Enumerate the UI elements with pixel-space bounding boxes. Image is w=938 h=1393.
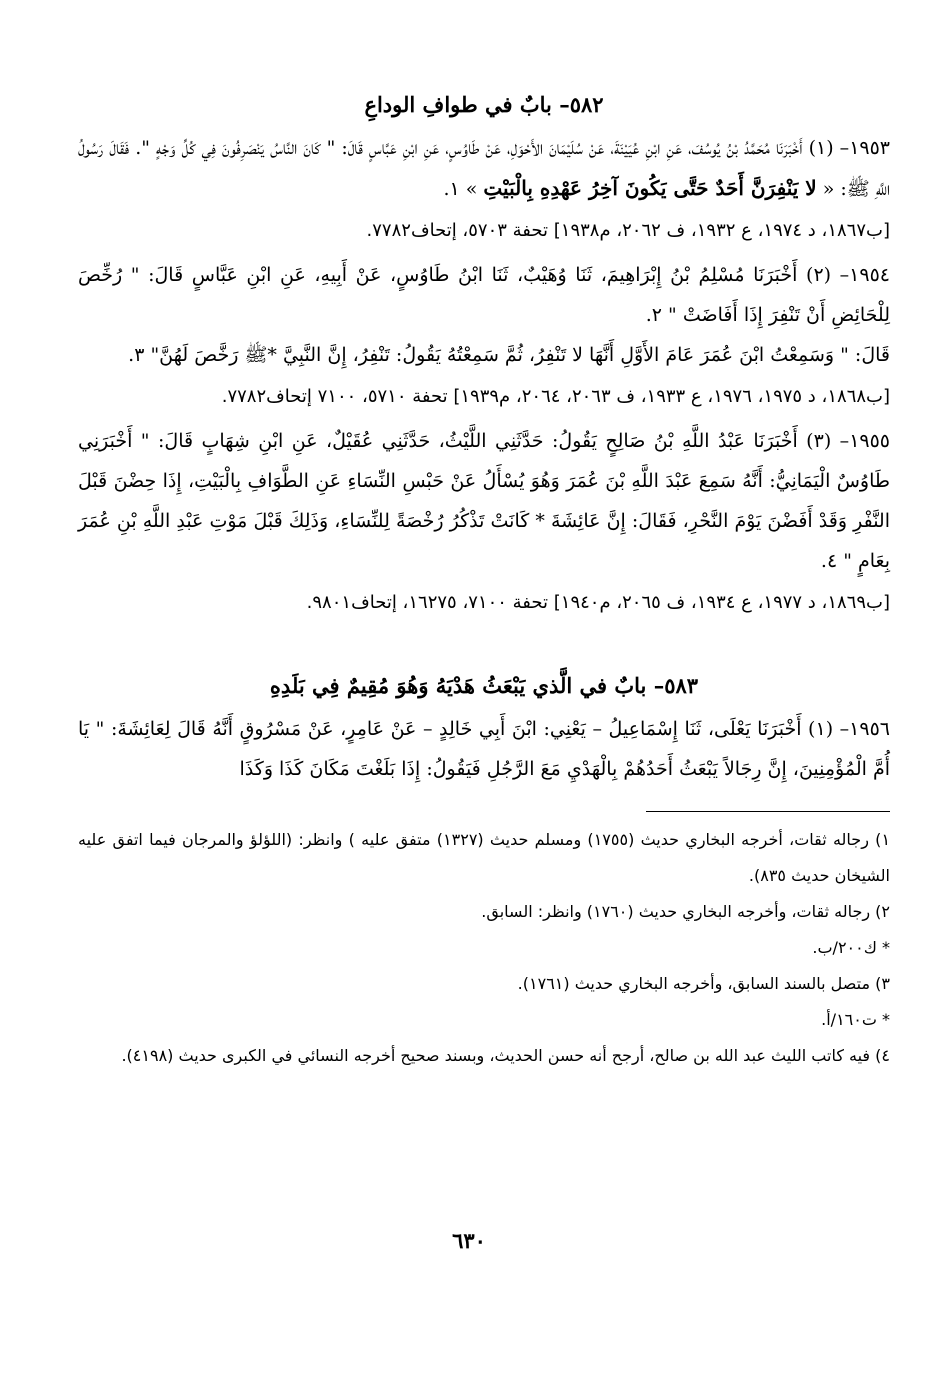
prophetic-saying: لا يَنْفِرَنَّ أَحَدٌ حَتَّى يَكُونَ آخِرُ عَهْدِهِ بِالْبَيْتِ xyxy=(483,176,817,200)
footnote: ٢) رجاله ثقات، وأخرجه البخاري حديث (١٧٦٠) وانظر: السابق. xyxy=(481,902,890,921)
footnote-separator xyxy=(646,811,890,812)
source-references: [ب١٨٦٨، د ١٩٧٥، ١٩٧٦، ع ١٩٣٣، ف ٢٠٦٣، ٢٠٦٤، م١٩٣٩] تحفة ٥٧١٠، ٧١٠٠ إتحاف٧٧٨٢. xyxy=(221,386,890,407)
footnote: ١) رجاله ثقات، أخرجه البخاري حديث (١٧٥٥) ومسلم حديث (١٣٢٧) متفق عليه ) وانظر: (اللؤلؤ والمرجان فيما اتفق عليه الشيخان حديث ٨٣٥). xyxy=(78,830,891,885)
chapter-heading: ٥٨٢– بابٌ في طوافِ الوداعِ xyxy=(364,92,604,117)
page-number: ٦٣٠ xyxy=(452,1228,486,1253)
chapter-heading: ٥٨٣– بابٌ في الَّذي يَبْعَثُ هَدْيَهُ وَهُوَ مُقِيمٌ فِي بَلَدِهِ xyxy=(269,673,699,698)
source-references: [ب١٨٦٧، د ١٩٧٤، ع ١٩٣٢، ف ٢٠٦٢، م١٩٣٨] تحفة ٥٧٠٣، إتحاف٧٧٨٢. xyxy=(366,220,890,241)
source-references: [ب١٨٦٩، د ١٩٧٧، ع ١٩٣٤، ف ٢٠٦٥، م١٩٤٠] تحفة ٧١٠٠، ١٦٢٧٥، إتحاف٩٨٠١. xyxy=(306,592,890,613)
hadith-text-part: ١٩٥٣– (١) أَخْبَرَنَا مُحَمَّدُ بْنُ يُوسُفَ، عَنِ ابْنِ عُيَيْنَةَ، عَنْ سُلَيْمَانَ الأَحْوَلِ، عَنْ طَاوُسٍ، عَنِ ابْنِ عَبَّاسٍ قَالَ: " كَانَ النَّاسُ يَنْصَرِفُونَ فِي كُلِّ وَجْهٍ ". فَقَالَ رَسُولُ اللَّهِ ﷺ: « xyxy=(78,137,891,200)
hadith-text xyxy=(78,128,890,209)
document-body xyxy=(78,88,890,1074)
footnote: ٤) فيه كاتب الليث عبد الله بن صالح، أرجح أنه حسن الحديث، وبسند صحيح أخرجه النسائي في الكبرى حديث (٤١٩٨). xyxy=(121,1046,890,1065)
hadith-text-part: » ١. xyxy=(443,178,478,200)
footnote: * ك٢٠٠/ب. xyxy=(812,938,890,957)
footnote: ٣) متصل بالسند السابق، وأخرجه البخاري حديث (١٧٦١). xyxy=(517,974,890,993)
hadith-text: ١٩٥٦– (١) أَخْبَرَنَا يَعْلَى، ثَنَا إِسْمَاعِيلُ – يَعْنِي: ابْنَ أَبِي خَالِدٍ – عَنْ عَامِرٍ، عَنْ مَسْرُوقٍ أَنَّهُ قَالَ لِعَائِشَةَ: " يَا أُمَّ الْمُؤْمِنِينَ، إِنَّ رِجَالاً يَبْعَثُ أَحَدُهُمْ بِالْهَدْيِ مَعَ الرَّجُلِ فَيَقُولُ: إِذَا بَلَغْتَ مَكَانَ كَذَا وَكَذَا xyxy=(78,718,890,780)
hadith-text: ١٩٥٤– (٢) أَخْبَرَنَا مُسْلِمُ بْنُ إِبْرَاهِيمَ، ثَنَا وُهَيْبٌ، ثَنَا ابْنُ طَاوُسٍ، عَنْ أَبِيهِ، عَنِ ابْنِ عَبَّاسٍ قَالَ: " رُخِّصَ لِلْحَائِضِ أَنْ تَنْفِرَ إِذَا أَفَاضَتْ " ٢. xyxy=(78,264,890,326)
hadith-text: ١٩٥٥– (٣) أَخْبَرَنَا عَبْدُ اللَّهِ بْنُ صَالِحٍ يَقُولُ: حَدَّثَنِي اللَّيْثُ، حَدَّثَنِي عُقَيْلٌ، عَنِ ابْنِ شِهَابٍ قَالَ: " أَخْبَرَنِي طَاوُسٌ الْيَمَانِيُّ: أَنَّهُ سَمِعَ عَبْدَ اللَّهِ بْنَ عُمَرَ وَهُوَ يُسْأَلُ عَنْ حَبْسِ النِّسَاءِ عَنِ الطَّوَافِ بِالْبَيْتِ، إِذَا حِضْنَ قَبْلَ النَّفْرِ وَقَدْ أَفَضْنَ يَوْمَ النَّحْرِ، فَقَالَ: إِنَّ عَائِشَةَ * كَانَتْ تَذْكُرُ رُخْصَةً لِلنِّسَاءِ، وَذَلِكَ قَبْلَ مَوْتِ عَبْدِ اللَّهِ بْنِ عُمَرَ بِعَامٍ " ٤. xyxy=(78,430,891,572)
footnote: * ت١٦٠/أ. xyxy=(821,1010,890,1029)
hadith-text: قَالَ: " وَسَمِعْتُ ابْنَ عُمَرَ عَامَ الأَوَّلِ أَنَّهَا لا تَنْفِرُ، ثُمَّ سَمِعْتُهُ يَقُولُ: تَنْفِرُ، إِنَّ النَّبِيَّ *ﷺ رَخَّصَ لَهُنَّ" ٣. xyxy=(128,344,890,366)
